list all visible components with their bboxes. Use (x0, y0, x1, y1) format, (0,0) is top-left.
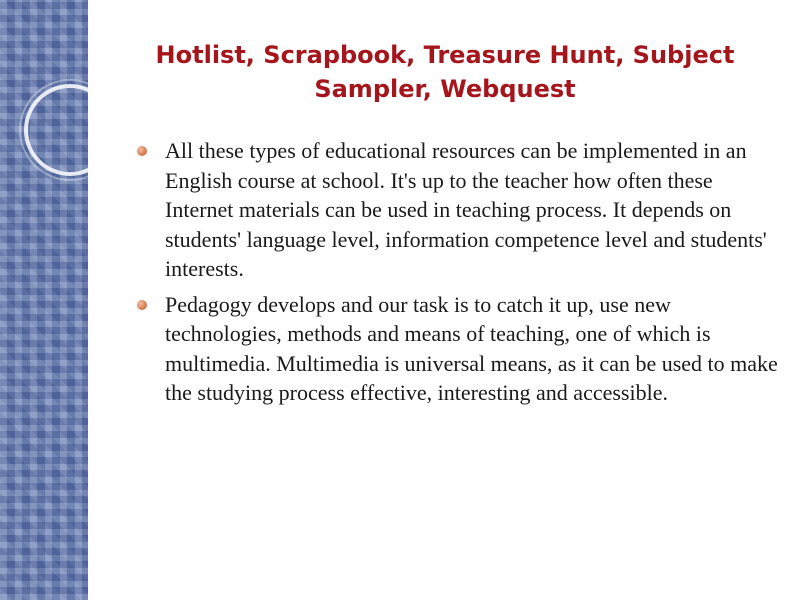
bullet-item (134, 136, 784, 284)
bullet-dot-icon (137, 300, 147, 310)
bullet-text: All these types of educational resources can be implemented in an English course at school. It's up to the teacher how often these Internet materials can be used in teaching process. It depends on students' language level, information competence level and students' interests. (165, 138, 767, 281)
circle-ring-decoration (0, 0, 110, 220)
bullet-dot-icon (137, 146, 147, 156)
bullet-text: Pedagogy develops and our task is to catch it up, use new technologies, methods and means of teaching, one of which is multimedia. Multimedia is universal means, as it can be used to make the studying process effective, interesting and accessible. (165, 291, 778, 405)
bullet-list (134, 136, 784, 414)
slide-title: Hotlist, Scrapbook, Treasure Hunt, Subject Sampler, Webquest (155, 41, 735, 103)
bullet-item (134, 290, 784, 408)
